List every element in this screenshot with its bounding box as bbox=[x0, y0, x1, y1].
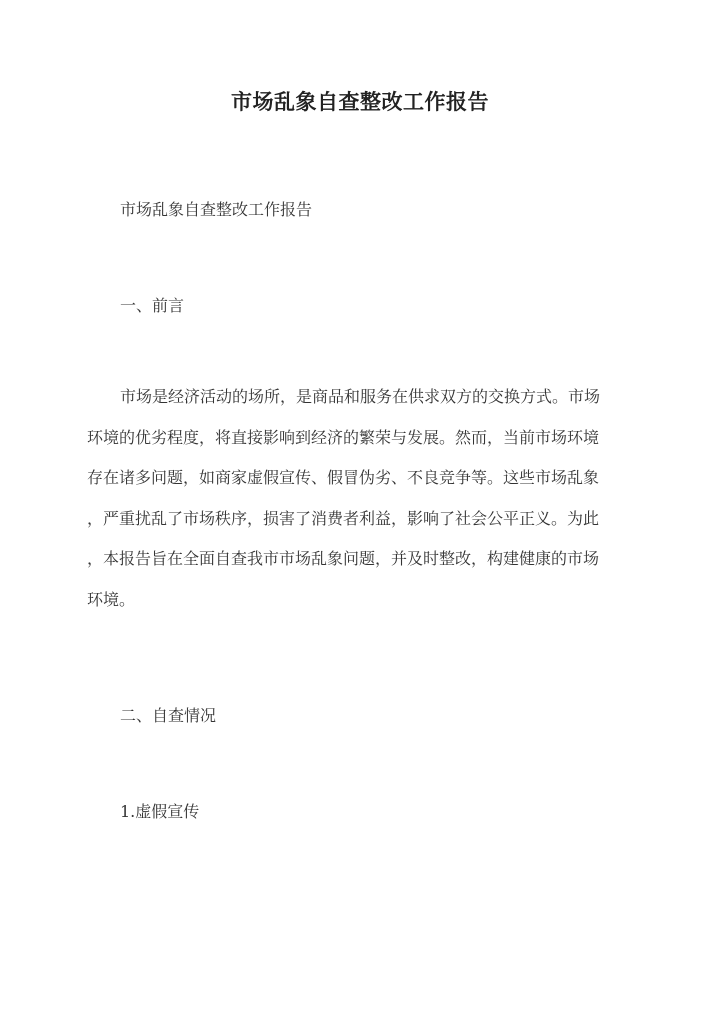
section-heading-self-check: 二、自查情况 bbox=[120, 706, 217, 725]
document-title: 市场乱象自查整改工作报告 bbox=[231, 89, 489, 114]
section-heading-preface: 一、前言 bbox=[120, 296, 185, 315]
paragraph-line: 市场是经济活动的场所，是商品和服务在供求双方的交换方式。市场 bbox=[120, 387, 601, 406]
paragraph-line: 环境。 bbox=[87, 589, 136, 609]
document-subtitle: 市场乱象自查整改工作报告 bbox=[120, 200, 313, 219]
paragraph-line: 环境的优劣程度，将直接影响到经济的繁荣与发展。然而，当前市场环境 bbox=[87, 427, 600, 447]
preface-paragraph bbox=[87, 383, 633, 626]
paragraph-line: 存在诸多问题，如商家虚假宣传、假冒伪劣、不良竞争等。这些市场乱象 bbox=[87, 468, 600, 487]
paragraph-line: ，严重扰乱了市场秩序，损害了消费者利益，影响了社会公平正义。为此 bbox=[87, 508, 600, 528]
subsection-heading-false-advertising: 1.虚假宣传 bbox=[120, 802, 200, 821]
paragraph-line: ，本报告旨在全面自查我市市场乱象问题，并及时整改，构建健康的市场 bbox=[87, 549, 600, 568]
